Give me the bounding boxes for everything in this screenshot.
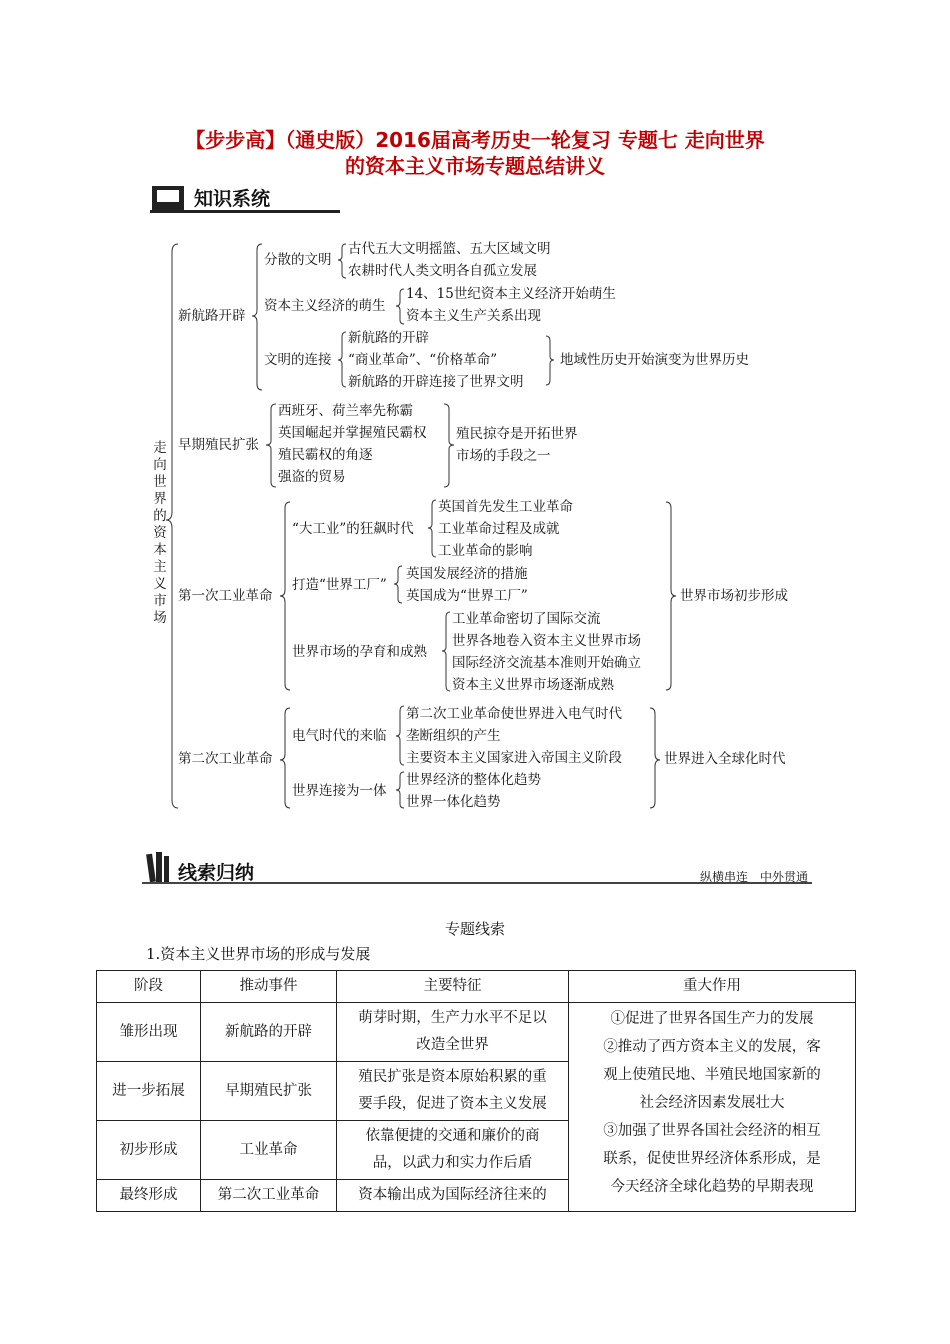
event-cell: 新航路的开辟	[201, 1003, 337, 1062]
branch4-sub2-label: 世界连接为一体	[292, 783, 387, 799]
branch1-sub2-item: 14、15世纪资本主义经济开始萌生	[406, 286, 616, 302]
table-header-row	[97, 971, 856, 1003]
table-header-cell: 重大作用	[569, 971, 856, 1003]
branch2-item: 英国崛起并掌握殖民霸权	[278, 425, 427, 441]
branch1-sub3-item: 新航路的开辟连接了世界文明	[348, 374, 524, 390]
effect-line: ③加强了世界各国社会经济的相互	[603, 1123, 821, 1139]
doc-title-line1: 【步步高】（通史版）2016届高考历史一轮复习 专题七 走向世界	[185, 128, 765, 152]
effect-line: ②推动了西方资本主义的发展，客	[603, 1039, 821, 1055]
branch3-sub3-item: 资本主义世界市场逐渐成熟	[452, 677, 614, 693]
feature-cell	[337, 1121, 569, 1180]
branch4-sub2-item: 世界一体化趋势	[406, 794, 501, 810]
mindmap-root: 走向世界的资本主义市场	[153, 440, 167, 626]
feature-line: 要手段，促进了资本主义发展	[358, 1096, 547, 1112]
feature-line: 品，以武力和实力作后盾	[372, 1155, 533, 1171]
effects-cell	[569, 1003, 856, 1212]
branch1-sub3-item: 新航路的开辟	[348, 330, 429, 346]
branch2-item: 强盗的贸易	[278, 469, 346, 485]
table-header-cell: 推动事件	[201, 971, 337, 1003]
branch2-label: 早期殖民扩张	[178, 437, 259, 453]
stage-cell: 进一步拓展	[97, 1062, 201, 1121]
branch1-sub3-item: “商业革命”、“价格革命”	[348, 352, 498, 368]
branch2-result-line1: 殖民掠夺是开拓世界	[456, 426, 578, 442]
feature-cell	[337, 1062, 569, 1121]
effect-line: 联系，促使世界经济体系形成，是	[603, 1151, 821, 1167]
section-clue-title: 线索归纳	[178, 862, 255, 884]
effect-line: ①促进了世界各国生产力的发展	[610, 1011, 814, 1027]
branch4-sub1-item: 主要资本主义国家进入帝国主义阶段	[406, 750, 622, 766]
branch3-sub1-item: 工业革命过程及成就	[438, 521, 560, 537]
branch1-sub3-result: 地域性历史开始演变为世界历史	[560, 352, 749, 368]
branch4-result: 世界进入全球化时代	[664, 751, 786, 767]
branch2-item: 西班牙、荷兰率先称霸	[278, 403, 413, 419]
market-formation-table	[96, 970, 856, 1212]
effect-line: 观上使殖民地、半殖民地国家新的	[603, 1067, 821, 1083]
table-header-cell: 阶段	[97, 971, 201, 1003]
branch2-item: 殖民霸权的角逐	[278, 447, 373, 463]
feature-line: 殖民扩张是资本原始积累的重	[358, 1069, 547, 1085]
branch3-sub2-item: 英国成为“世界工厂”	[406, 588, 528, 604]
table-row	[97, 1003, 856, 1062]
feature-line: 萌芽时期，生产力水平不足以	[358, 1010, 547, 1026]
feature-cell	[337, 1003, 569, 1062]
stage-cell: 雏形出现	[97, 1003, 201, 1062]
branch3-sub3-item: 世界各地卷入资本主义世界市场	[452, 633, 641, 649]
branch3-sub1-label: “大工业”的狂飙时代	[292, 521, 414, 537]
feature-line: 依靠便捷的交通和廉价的商	[365, 1128, 540, 1144]
branch4-sub2-item: 世界经济的整体化趋势	[406, 772, 541, 788]
branch3-sub2-item: 英国发展经济的措施	[406, 566, 528, 582]
clue-item-title: 1.资本主义世界市场的形成与发展	[146, 945, 371, 963]
branch3-sub2-label: 打造“世界工厂”	[292, 577, 387, 593]
branch3-sub3-item: 工业革命密切了国际交流	[452, 611, 601, 627]
section-knowledge-title: 知识系统	[194, 188, 271, 210]
branch3-sub1-item: 工业革命的影响	[438, 543, 533, 559]
table-header-cell: 主要特征	[337, 971, 569, 1003]
event-cell: 早期殖民扩张	[201, 1062, 337, 1121]
branch3-sub3-item: 国际经济交流基本准则开始确立	[452, 655, 641, 671]
branch1-sub1-item: 农耕时代人类文明各自孤立发展	[348, 263, 537, 279]
event-cell: 工业革命	[201, 1121, 337, 1180]
branch1-sub3-label: 文明的连接	[264, 352, 332, 368]
branch4-sub1-item: 垄断组织的产生	[406, 728, 501, 744]
event-cell: 第二次工业革命	[201, 1180, 337, 1212]
effect-line: 社会经济因素发展壮大	[639, 1095, 785, 1111]
feature-line: 资本输出成为国际经济往来的	[358, 1187, 547, 1203]
section-clue-tagline: 纵横串连 中外贯通	[700, 870, 809, 884]
feature-line: 改造全世界	[416, 1037, 489, 1053]
doc-title-line2: 的资本主义市场专题总结讲义	[345, 154, 605, 178]
branch3-sub3-label: 世界市场的孕育和成熟	[292, 644, 427, 660]
branch4-sub1-item: 第二次工业革命使世界进入电气时代	[406, 706, 622, 722]
branch3-sub1-item: 英国首先发生工业革命	[438, 499, 573, 515]
feature-cell	[337, 1180, 569, 1212]
branch1-sub2-item: 资本主义生产关系出现	[406, 308, 541, 324]
branch1-sub1-item: 古代五大文明摇篮、五大区域文明	[348, 241, 551, 257]
branch3-label: 第一次工业革命	[178, 588, 273, 604]
branch4-sub1-label: 电气时代的来临	[292, 728, 387, 744]
branch4-label: 第二次工业革命	[178, 751, 273, 767]
branch1-label: 新航路开辟	[178, 308, 246, 324]
branch1-sub1-label: 分散的文明	[264, 252, 332, 268]
stage-cell: 初步形成	[97, 1121, 201, 1180]
branch1-sub2-label: 资本主义经济的萌生	[264, 298, 386, 314]
branch3-result: 世界市场初步形成	[680, 588, 788, 604]
clue-subtitle: 专题线索	[444, 920, 505, 938]
stage-cell: 最终形成	[97, 1180, 201, 1212]
effect-line: 今天经济全球化趋势的早期表现	[610, 1179, 814, 1195]
branch2-result-line2: 市场的手段之一	[456, 448, 551, 464]
